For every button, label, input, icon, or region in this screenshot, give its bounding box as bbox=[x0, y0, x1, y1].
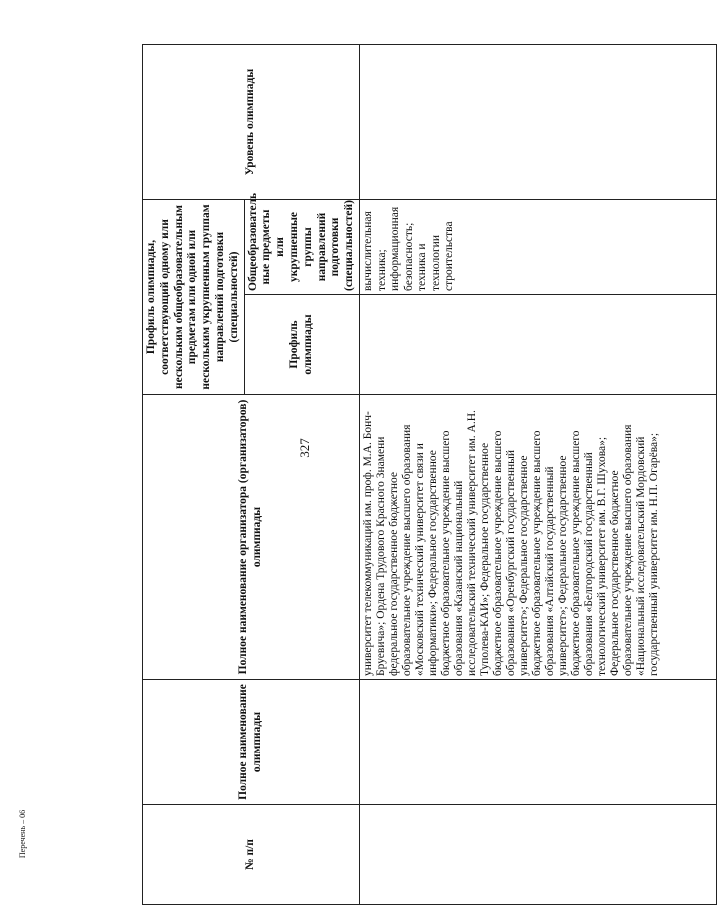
cell-number bbox=[359, 805, 716, 905]
header-number: № п/п bbox=[143, 805, 360, 905]
cell-level bbox=[359, 45, 716, 200]
cell-subjects: вычислительная техника; информационная безопасность; техника и технологии строительства bbox=[359, 200, 716, 295]
header-profile-group: Профиль олимпиады, соответствующий одному или нескольким общеобразовательным предметам или одной или нескольким укрупненным группам направлений подготовки (специальностей) bbox=[143, 200, 245, 395]
header-profile: Профиль олимпиады bbox=[244, 295, 359, 395]
header-subjects: Общеобразователь ные предметы или укрупненные группы направлений подготовки (специальностей) bbox=[244, 200, 359, 295]
cell-organizer: университет телекоммуникаций им. проф. М.А. Бонч-Бруевича»; Ордена Трудового Красного Знамени федеральное государственное бюджетное образовательное учреждение высшего образования «Московский технический университет связи и информатики»; Федеральное государственное бюджетное образовательное учреждение высшего образования «Казанский национальный исследовательский технический университет им. А.Н. Туполева-КАИ»; Федеральное государственное бюджетное образовательное учреждение высшего образования «Оренбургский государственный университет»; Федеральное государственное бюджетное образовательное учреждение высшего образования «Алтайский государственный университет»; Федеральное государственное бюджетное образовательное учреждение высшего образования «Белгородский государственный технологический университет им. В.Г. Шухова»; Федеральное государственное бюджетное образовательное учреждение высшего образования «Национальный исследовательский Мордовский государственный университет им. Н.П. Огарёва»; bbox=[359, 395, 716, 680]
olympiad-table bbox=[142, 44, 717, 905]
header-row bbox=[143, 45, 245, 905]
cell-olympiad-name bbox=[359, 680, 716, 805]
page-number: 327 bbox=[297, 438, 312, 458]
header-level: Уровень олимпиады bbox=[143, 45, 360, 200]
footer-label: Перечень – 06 bbox=[18, 809, 27, 859]
table-container bbox=[142, 45, 660, 905]
header-organizer: Полное наименование организатора (организаторов) олимпиады bbox=[143, 395, 360, 680]
header-olympiad-name: Полное наименование олимпиады bbox=[143, 680, 360, 805]
table-row bbox=[359, 45, 716, 905]
cell-profile bbox=[359, 295, 716, 395]
